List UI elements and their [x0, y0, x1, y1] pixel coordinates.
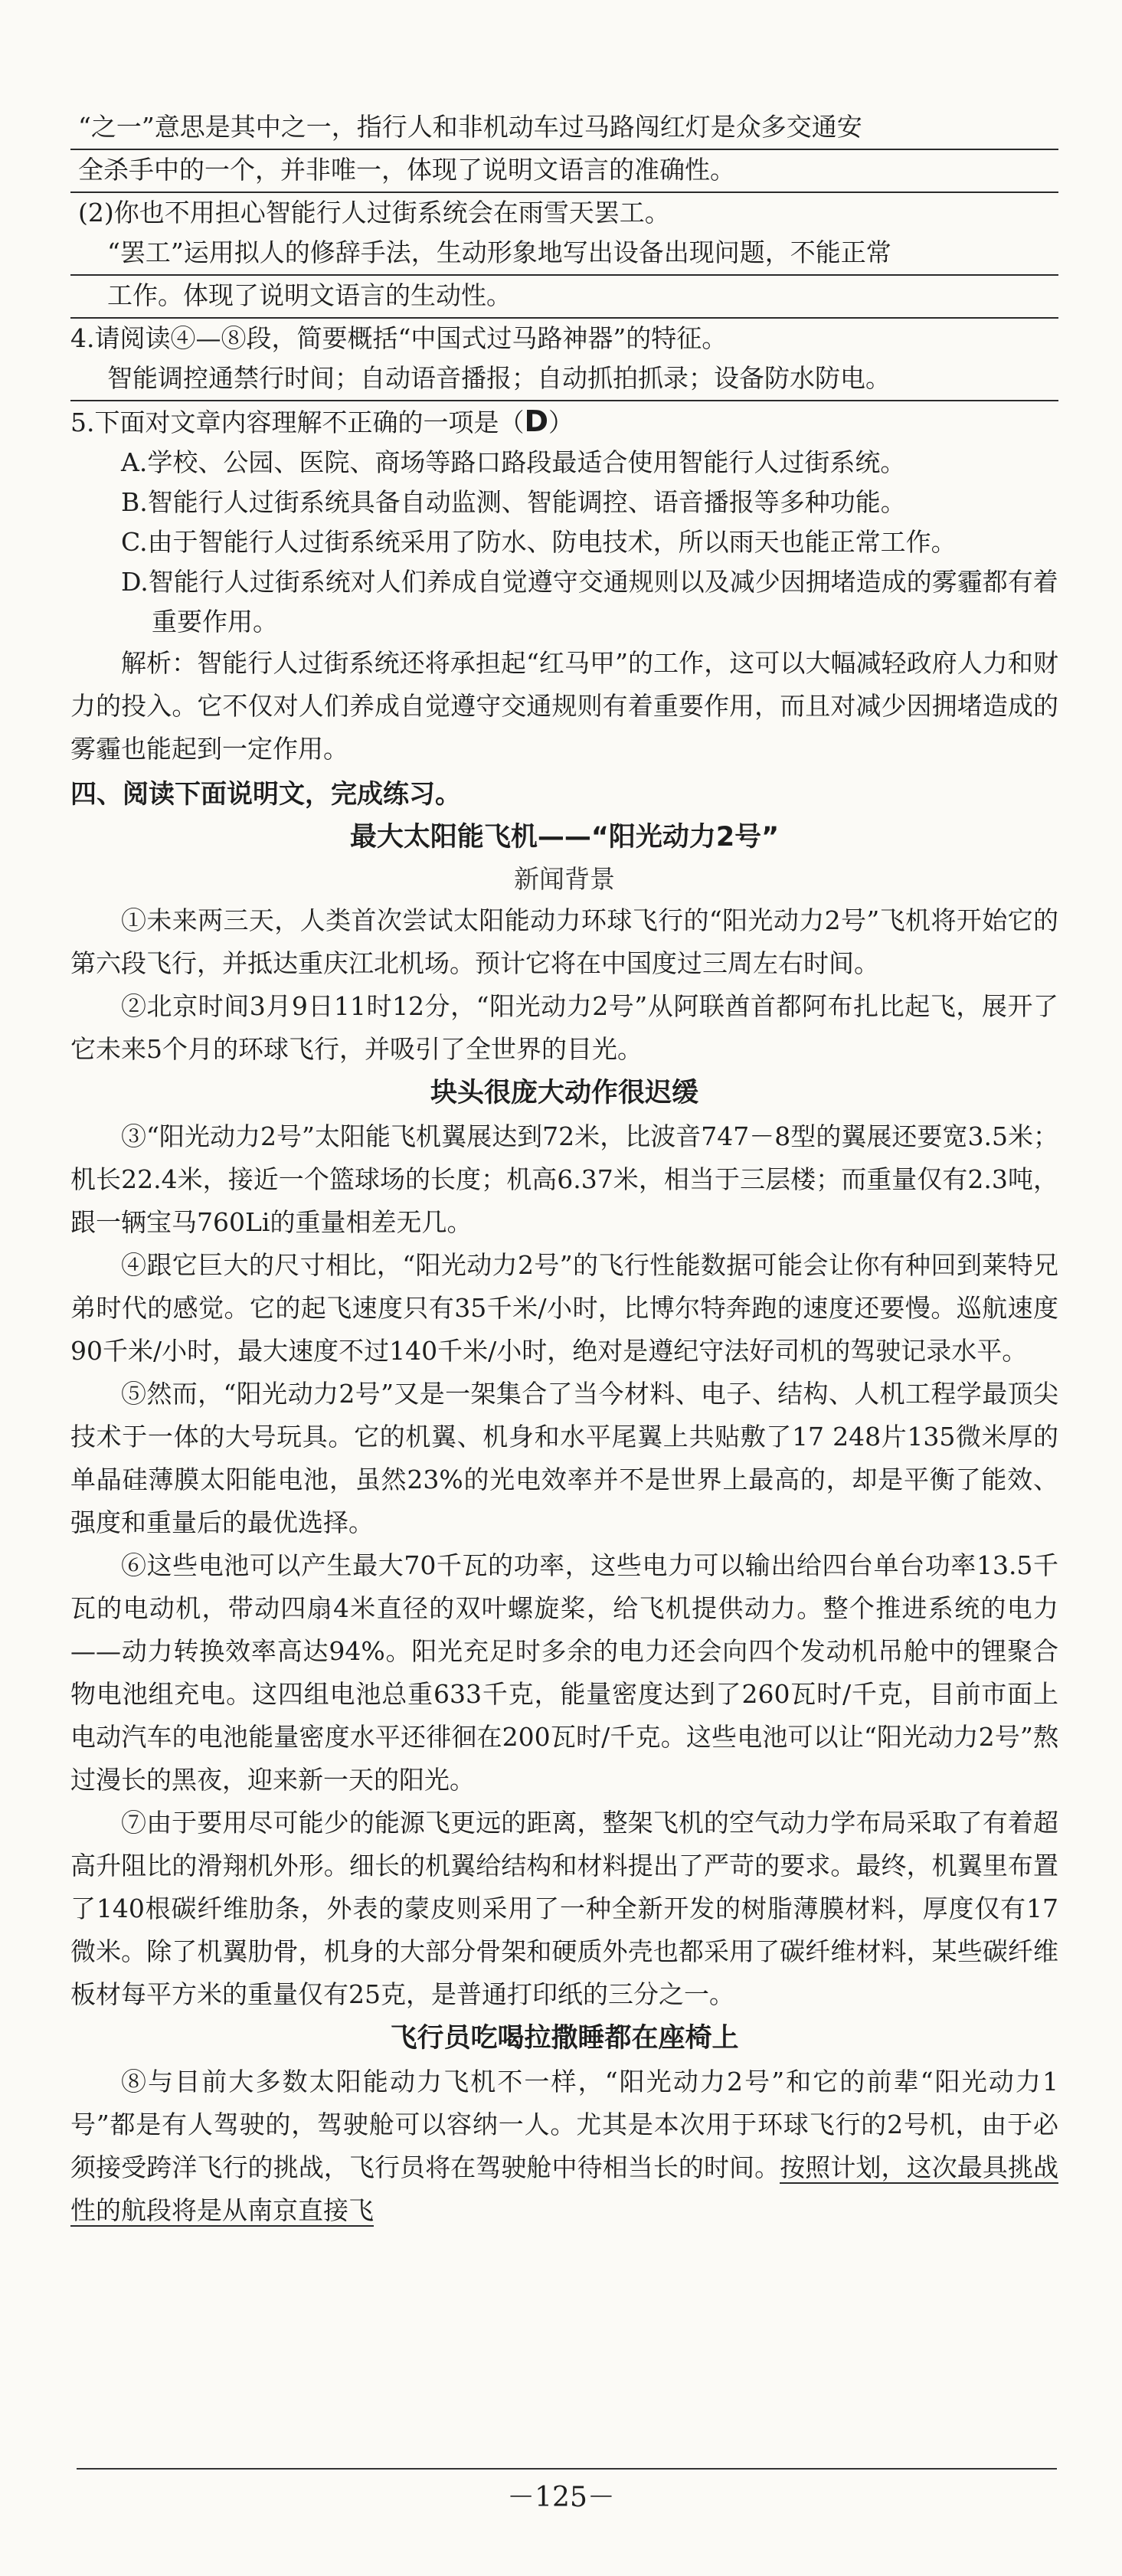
q5-answer-mark: D [524, 404, 549, 438]
q5-option-b: B.智能行人过街系统具备自动监测、智能调控、语音播报等多种功能。 [121, 487, 906, 517]
q3-2-answer-line-1: “罢工”运用拟人的修辞手法，生动形象地写出设备出现问题，不能正常 [70, 233, 1058, 276]
paragraph-6: ⑥这些电池可以产生最大70千瓦的功率，这些电力可以输出给四台单台功率13.5千瓦的电动机，带动四扇4米直径的双叶螺旋桨，给飞机提供动力。整个推进系统的电力——动力转换效率高达94%。阳光充足时多余的电力还会向四个发动机吊舱中的锂聚合物电池组充电。这四组电池总重633千克，能量密度达到了260瓦时/千克，目前市面上电动汽车的电池能量密度水平还徘徊在200瓦时/千克。这些电池可以让“阳光动力2号”熬过漫长的黑夜，迎来新一天的阳光。 [70, 1550, 1058, 1795]
paragraph-4: ④跟它巨大的尺寸相比，“阳光动力2号”的飞行性能数据可能会让你有种回到莱特兄弟时代的感觉。它的起飞速度只有35千米/小时，比博尔特奔跑的速度还要慢。巡航速度90千米/小时，最大速度不过140千米/小时，绝对是遵纪守法好司机的驾驶记录水平。 [70, 1250, 1058, 1366]
paragraph-2: ②北京时间3月9日11时12分，“阳光动力2号”从阿联酋首都阿布扎比起飞，展开了它未来5个月的环球飞行，并吸引了全世界的目光。 [70, 991, 1058, 1064]
q3-1-answer-line-1: “之一”意思是其中之一，指行人和非机动车过马路闯红灯是众多交通安 [70, 107, 1058, 150]
bottom-rule [77, 2468, 1057, 2470]
q5-option-d: D.智能行人过街系统对人们养成自觉遵守交通规则以及减少因拥堵造成的雾霾都有着重要作用。 [121, 567, 1058, 637]
page-number: －125－ [507, 2482, 615, 2513]
q5-option-c: C.由于智能行人过街系统采用了防水、防电技术，所以雨天也能正常工作。 [121, 527, 957, 557]
paragraph-8-underlined: 按照计划，这次最具挑战性的航段将是从南京直接飞 [70, 2152, 1059, 2225]
q5-question [70, 401, 1058, 443]
subheading-3: 飞行员吃喝拉撒睡都在座椅上 [390, 2023, 739, 2054]
q5-explanation: 解析：智能行人过街系统还将承担起“红马甲”的工作，这可以大幅减轻政府人力和财力的投入。它不仅对人们养成自觉遵守交通规则有着重要作用，而且对减少因拥堵造成的雾霾也能起到一定作用。 [70, 648, 1058, 764]
q4-question: 4.请阅读④—⑧段，简要概括“中国式过马路神器”的特征。 [70, 323, 728, 353]
section-heading: 四、阅读下面说明文，完成练习。 [70, 779, 461, 810]
q3-1-answer-line-2: 全杀手中的一个，并非唯一，体现了说明文语言的准确性。 [70, 150, 1058, 193]
q5-stem: 5.下面对文章内容理解不正确的一项是（ [70, 408, 525, 437]
subheading-2: 块头很庞大动作很迟缓 [430, 1078, 698, 1108]
q5-close: ） [548, 408, 574, 437]
q5-option-a: A.学校、公园、医院、商场等路口路段最适合使用智能行人过街系统。 [121, 447, 906, 477]
q4-answer: 智能调控通禁行时间；自动语音播报；自动抓拍抓录；设备防水防电。 [70, 358, 1058, 401]
q3-2-answer-line-2: 工作。体现了说明文语言的生动性。 [70, 276, 1058, 319]
q3-2-question: (2)你也不用担心智能行人过街系统会在雨雪天罢工。 [78, 198, 670, 227]
paragraph-8 [70, 2060, 1058, 2232]
content [70, 107, 1058, 2232]
article-subtitle: 新闻背景 [514, 864, 615, 894]
paragraph-7: ⑦由于要用尽可能少的能源飞更远的距离，整架飞机的空气动力学布局采取了有着超高升阻比的滑翔机外形。细长的机翼给结构和材料提出了严苛的要求。最终，机翼里布置了140根碳纤维肋条，外表的蒙皮则采用了一种全新开发的树脂薄膜材料，厚度仅有17微米。除了机翼肋骨，机身的大部分骨架和硬质外壳也都采用了碳纤维材料，某些碳纤维板材每平方米的重量仅有25克，是普通打印纸的三分之一。 [70, 1808, 1058, 2009]
article-title: 最大太阳能飞机——“阳光动力2号” [349, 822, 780, 853]
paragraph-1: ①未来两三天，人类首次尝试太阳能动力环球飞行的“阳光动力2号”飞机将开始它的第六段飞行，并抵达重庆江北机场。预计它将在中国度过三周左右时间。 [70, 905, 1058, 978]
paragraph-3: ③“阳光动力2号”太阳能飞机翼展达到72米，比波音747－8型的翼展还要宽3.5米；机长22.4米，接近一个篮球场的长度；机高6.37米，相当于三层楼；而重量仅有2.3吨，跟一辆宝马760Li的重量相差无几。 [70, 1121, 1058, 1237]
paragraph-5: ⑤然而，“阳光动力2号”又是一架集合了当今材料、电子、结构、人机工程学最顶尖技术于一体的大号玩具。它的机翼、机身和水平尾翼上共贴敷了17 248片135微米厚的单晶硅薄膜太阳能电池，虽然23%的光电效率并不是世界上最高的，却是平衡了能效、强度和重量后的最优选择。 [70, 1379, 1058, 1537]
paragraph-8-text: ⑧与目前大多数太阳能动力飞机不一样，“阳光动力2号”和它的前辈“阳光动力1号”都是有人驾驶的，驾驶舱可以容纳一人。尤其是本次用于环球飞行的2号机，由于必须接受跨洋飞行的挑战，飞行员将在驾驶舱中待相当长的时间。 [70, 2067, 1058, 2182]
